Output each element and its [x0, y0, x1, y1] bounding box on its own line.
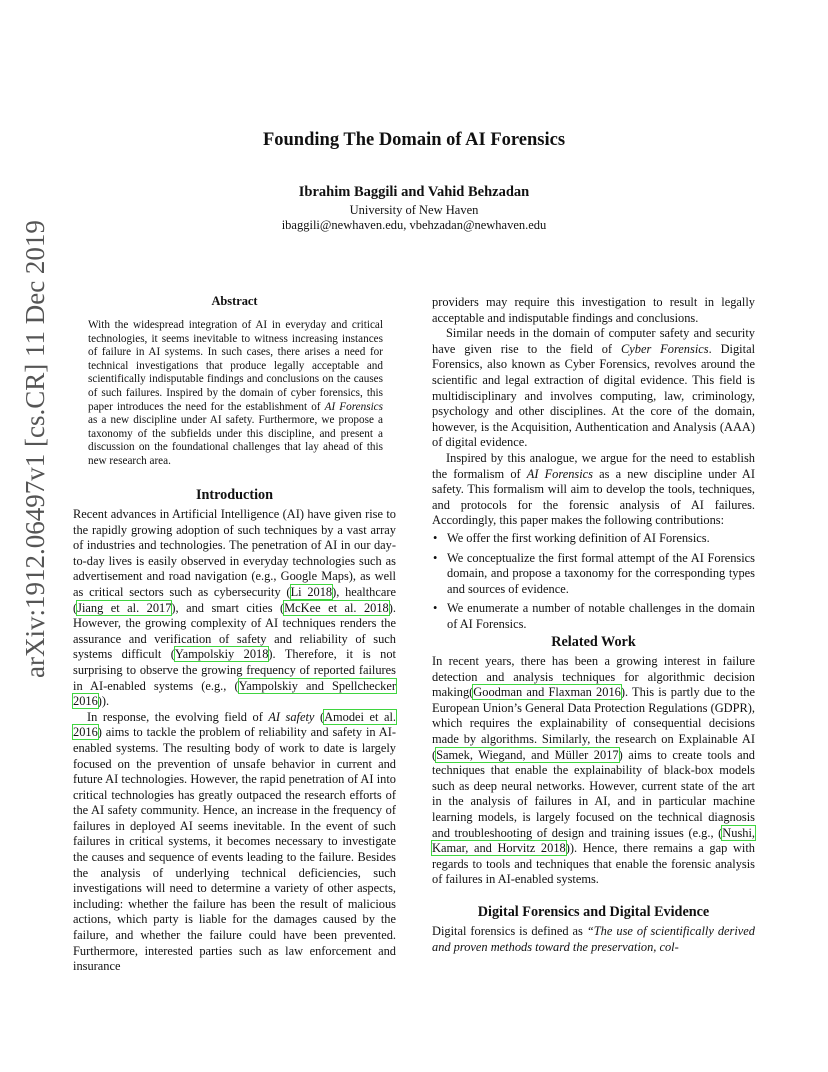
citation-samek[interactable]: Samek, Wiegand, and Müller 2017	[436, 747, 619, 762]
citation-jiang[interactable]: Jiang et al. 2017	[77, 600, 172, 615]
digital-forensics-body	[432, 924, 755, 955]
citation-yampolskiy-spellchecker[interactable]: Yampolskiy and Spellchecker 2016	[73, 678, 396, 709]
related-work-heading: Related Work	[551, 634, 636, 650]
bullet-icon: •	[433, 530, 438, 545]
intro-paragraph-1: Recent advances in Artificial Intelligence (AI) have given rise to the rapidly growing adoption of such techniques by a vast array of industries and technologies. The penetration of AI in our day-to-day lives is easily observed in everyday technologies such as advertisement and road navigation (e.g., Google Maps), as well as critical sectors such as cybersecurity (Li 2018), healthcare (Jiang et al. 2017), and smart cities (McKee et al. 2018). However, the growing complexity of AI techniques renders the assurance and verification of safety and reliability of such systems difficult (Yampolskiy 2018). Therefore, it is not surprising to observe the growing frequency of reported failures in AI-enabled systems (e.g., (Yampolskiy and Spellchecker 2016)).	[73, 507, 397, 709]
paper-title: Founding The Domain of AI Forensics	[262, 130, 566, 150]
list-item: • We conceptualize the first formal attempt of the AI Forensics domain, and propose a taxonomy for the corresponding types and sources of evidence.	[433, 550, 755, 596]
introduction-heading: Introduction	[196, 487, 273, 503]
intro-paragraph-2: In response, the evolving field of AI safety (Amodei et al. 2016) aims to tackle the problem of reliability and safety in AI-enabled systems. The resulting body of work to date is largely focused on the prevention of unsafe behavior in current and future AI technologies. However, the rapid penetration of AI into critical technologies has greatly outpaced the research efforts of the AI safety community. Hence, an increase in the frequency of failures in deployed AI seems inevitable. In the event of such failures in critical systems, it becomes necessary to investigate the causes and sequence of events leading to the failure. Besides the analysis of underlying technical deficiencies, such investigations will need to determine a variety of other aspects, including: whether the failure has been the result of malicious actions, which party is liable for the damages caused by the failure, and whether the failure could have been prevented. Furthermore, interested parties such as law enforcement and insurance	[73, 709, 396, 974]
citation-yampolskiy[interactable]: Yampolskiy 2018	[174, 647, 269, 662]
citation-li[interactable]: Li 2018	[290, 584, 333, 599]
authors: Ibrahim Baggili and Vahid Behzadan	[298, 184, 530, 200]
intro-paragraph-2-continued: providers may require this investigation to result in legally acceptable and indisputable findings and conclusions.	[432, 295, 755, 325]
digital-forensics-heading: Digital Forensics and Digital Evidence	[477, 904, 710, 920]
intro-paragraph-3: Similar needs in the domain of computer safety and security have given rise to the field of Cyber Forensics. Digital Forensics, also known as Cyber Forensics, revolves around the scientific and legal extraction of digital evidence. This field is multidisciplinary and involves computing, law, criminology, psychology and other disciplines. At the core of the domain, however, is the Acquisition, Authentication and Analysis (AAA) of digital evidence.	[432, 326, 756, 450]
citation-amodei[interactable]: Amodei et al. 2016	[73, 709, 396, 740]
intro-paragraph-4: Inspired by this analogue, we argue for the need to establish the formalism of AI Forensics as a new discipline under AI safety. This formalism will aim to develop the tools, techniques, and protocols for the forensic analysis of AI failures. Accordingly, this paper makes the following contributions:	[432, 450, 755, 528]
related-work-paragraph: In recent years, there has been a growing interest in failure detection and analysis techniques for algorithmic decision making(Goodman and Flaxman 2016). This is partly due to the European Union’s General Data Protection Regulations (GDPR), which requires the explainability of consequential decisions made by algorithms. Similarly, the research on Explainable AI (Samek, Wiegand, and Müller 2017) aims to create tools and techniques that enable the explainability of black-box models such as deep neural networks. However, current state of the art in the analysis of failures in AI, and in particular machine learning models, is largely focused on the technical diagnosis and troubleshooting of design and training issues (e.g., (Nushi, Kamar, and Horvitz 2018)). Hence, there remains a gap with regards to tools and techniques that enable the forensic analysis of failures in AI-enabled systems.	[432, 654, 755, 887]
list-item: • We enumerate a number of notable challenges in the domain of AI Forensics.	[433, 601, 755, 631]
bullet-icon: •	[433, 601, 438, 616]
bullet-icon: •	[433, 550, 438, 565]
abstract-paragraph: With the widespread integration of AI in everyday and critical technologies, it seems inevitable to witness increasing instances of failure in AI systems. In such cases, there arises a need for technical investigations that produce legally acceptable and scientifically indisputable findings and conclusions on the causes of such failures. Inspired by the domain of cyber forensics, this paper introduces the need for the establishment of AI Forensics as a new discipline under AI safety. Furthermore, we propose a taxonomy of the subfields under this discipline, and present a discussion on the foundational challenges that lay ahead of this new research area.	[88, 319, 383, 467]
citation-mckee[interactable]: McKee et al. 2018	[284, 600, 389, 615]
citation-nushi[interactable]: Nushi, Kamar, and Horvitz 2018	[432, 825, 755, 856]
related-work-body	[432, 654, 755, 888]
introduction-right-column	[432, 295, 755, 636]
contributions-list	[432, 531, 755, 633]
introduction-left-column	[73, 507, 396, 975]
emails: ibaggili@newhaven.edu, vbehzadan@newhaven.edu	[281, 218, 547, 232]
affiliation: University of New Haven	[349, 203, 479, 217]
arxiv-id: arXiv:1912.06497v1 [cs.CR] 11 Dec 2019	[20, 220, 50, 678]
digital-forensics-paragraph: Digital forensics is defined as “The use of scientifically derived and proven methods toward the preservation, col-	[432, 924, 755, 954]
abstract-heading: Abstract	[211, 294, 258, 308]
citation-goodman[interactable]: Goodman and Flaxman 2016	[473, 685, 621, 700]
abstract-body	[88, 319, 383, 469]
list-item: • We offer the first working definition of AI Forensics.	[433, 530, 710, 545]
